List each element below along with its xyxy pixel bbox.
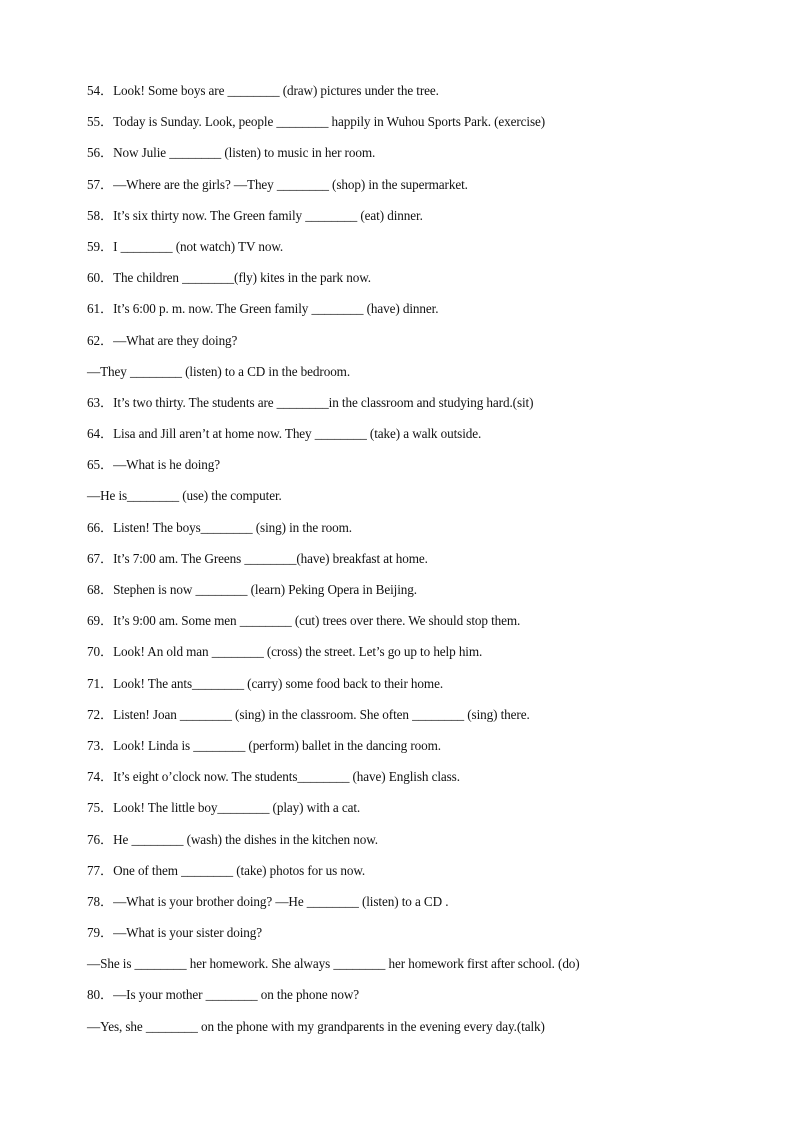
exercise-line-61: 61．It’s 6:00 p. m. now. The Green family ________ (have) dinner. [87,301,439,317]
exercise-line-70: 70．Look! An old man ________ (cross) the street. Let’s go up to help him. [87,644,483,660]
exercise-line-80-question: 80．—Is your mother ________ on the phone now? [87,987,360,1003]
exercise-line-67: 67．It’s 7:00 am. The Greens ________(have) breakfast at home. [87,550,428,566]
exercise-line-74: 74．It’s eight o’clock now. The students________ (have) English class. [87,769,460,785]
exercise-line-63: 63．It’s two thirty. The students are ________in the classroom and studying hard.(sit) [87,394,534,410]
exercise-line-57: 57．—Where are the girls? —They ________ (shop) in the supermarket. [87,176,468,192]
exercise-line-79-question: 79．—What is your sister doing? [87,925,263,941]
exercise-line-71: 71．Look! The ants________ (carry) some food back to their home. [87,675,444,691]
exercise-line-78: 78．—What is your brother doing? —He ________ (listen) to a CD . [87,893,449,909]
exercise-line-79-answer: —She is ________ her homework. She always ________ her homework first after school. (do) [87,956,580,972]
exercise-line-80-answer: —Yes, she ________ on the phone with my grandparents in the evening every day.(talk) [87,1018,545,1034]
exercise-line-62-question: 62．—What are they doing? [87,332,238,348]
exercise-line-68: 68．Stephen is now ________ (learn) Peking Opera in Beijing. [87,582,417,597]
exercise-line-73: 73．Look! Linda is ________ (perform) ballet in the dancing room. [87,737,441,753]
exercise-line-59: 59．I ________ (not watch) TV now. [87,238,284,254]
exercise-line-76: 76．He ________ (wash) the dishes in the kitchen now. [87,831,378,847]
exercise-line-77: 77．One of them ________ (take) photos for us now. [87,862,366,878]
exercise-line-64: 64．Lisa and Jill aren’t at home now. They ________ (take) a walk outside. [87,426,482,442]
exercise-line-65-question: 65．—What is he doing? [87,457,221,473]
exercise-list [87,80,767,1047]
exercise-line-72: 72．Listen! Joan ________ (sing) in the classroom. She often ________ (sing) there. [87,706,530,722]
exercise-line-58: 58．It’s six thirty now. The Green family ________ (eat) dinner. [87,207,423,223]
exercise-line-55: 55．Today is Sunday. Look, people ________ happily in Wuhou Sports Park. (exercise) [87,114,546,130]
exercise-line-69: 69．It’s 9:00 am. Some men ________ (cut) trees over there. We should stop them. [87,613,521,629]
exercise-line-66: 66．Listen! The boys________ (sing) in the room. [87,519,353,535]
exercise-line-56: 56．Now Julie ________ (listen) to music in her room. [87,145,376,161]
exercise-line-75: 75．Look! The little boy________ (play) with a cat. [87,800,361,816]
exercise-line-65-answer: —He is________ (use) the computer. [87,488,282,504]
exercise-line-54: 54．Look! Some boys are ________ (draw) pictures under the tree. [87,83,439,98]
exercise-line-60: 60．The children ________(fly) kites in the park now. [87,270,372,286]
exercise-line-62-answer: —They ________ (listen) to a CD in the bedroom. [87,363,351,379]
